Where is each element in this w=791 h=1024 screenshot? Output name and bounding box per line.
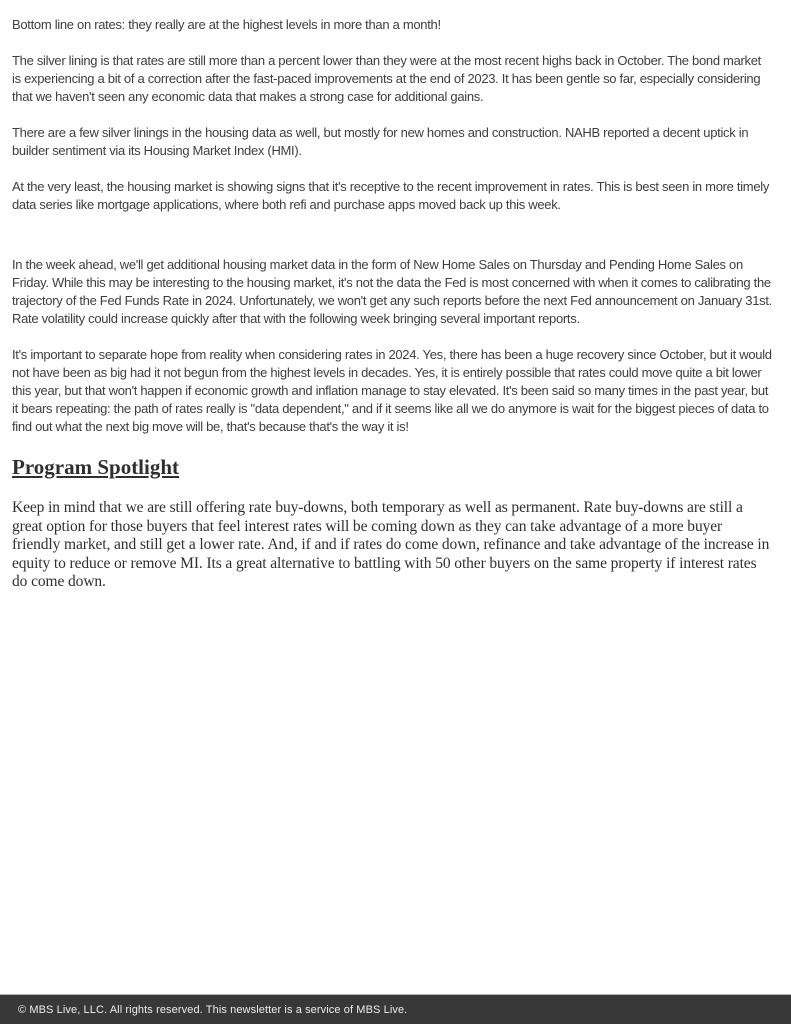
footer-copyright-text: © MBS Live, LLC. All rights reserved. This newsletter is a service of MBS Live. — [18, 1003, 408, 1016]
paragraph-housing-market-signs: At the very least, the housing market is showing signs that it's receptive to the recent improvement in rates. This is best seen in more timely data series like mortgage applications, where both refi and purchase apps moved back up this week. — [12, 179, 770, 212]
program-spotlight-heading: Program Spotlight — [12, 455, 180, 479]
paragraph-rates-bottom-line: Bottom line on rates: they really are at the highest levels in more than a month! — [12, 17, 441, 32]
program-spotlight-paragraph: Keep in mind that we are still offering rate buy-downs, both temporary as well as permanent. Rate buy-downs are still a great option for those buyers that feel interest rates will be coming down as they can take advantage of a more buyer friendly market, and still get a lower rate. And, if and if rates do come down, refinance and take advantage of the increase in equity to reduce or remove MI. Its a great alternative to battling with 50 other buyers on the same property if interest rates do come down. — [12, 499, 770, 590]
paragraph-week-ahead: In the week ahead, we'll get additional housing market data in the form of New Home Sales on Thursday and Pending Home Sales on Friday. While this may be interesting to the housing market, it's not the data the Fed is most concerned with when it comes to calibrating the trajectory of the Fed Funds Rate in 2024. Unfortunately, we won't get any such reports before the next Fed announcement on January 31st. Rate volatility could increase quickly after that with the following week bringing several important reports. — [12, 257, 772, 326]
paragraph-silver-lining: The silver lining is that rates are still more than a percent lower than they were at the most recent highs back in October. The bond market is experiencing a bit of a correction after the fast-paced improvements at the end of 2023. It has been gentle so far, especially considering that we haven't seen any economic data that makes a strong case for additional gains. — [12, 53, 761, 104]
footer-bar — [0, 994, 791, 1024]
paragraph-housing-data: There are a few silver linings in the housing data as well, but mostly for new homes and construction. NAHB reported a decent uptick in builder sentiment via its Housing Market Index (HMI). — [12, 125, 749, 158]
paragraph-hope-vs-reality: It's important to separate hope from reality when considering rates in 2024. Yes, there has been a huge recovery since October, but it would not have been as big had it not begun from the highest levels in decades. Yes, it is entirely possible that rates could move quite a bit lower this year, but that won't happen if economic growth and inflation manage to stay elevated. It's been said so many times in the past year, but it bears repeating: the path of rates really is "data dependent," and if it seems like all we do anymore is wait for the biggest pieces of data to find out what the next big move will be, that's because that's the way it is! — [12, 347, 772, 434]
